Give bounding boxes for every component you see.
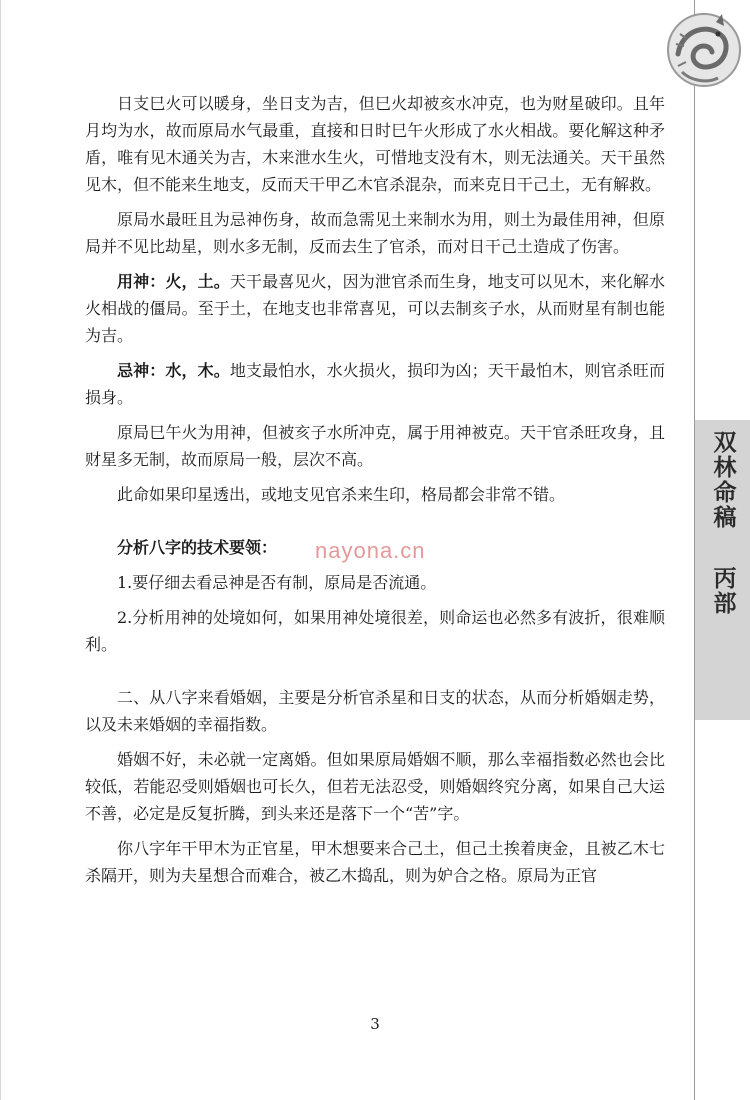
paragraph: 原局水最旺且为忌神伤身，故而急需见土来制水为用，则土为最佳用神，但原局并不见比劫星，则水多无制，反而去生了官杀，而对日干己土造成了伤害。 xyxy=(85,210,665,256)
spacer xyxy=(85,516,665,534)
paragraph-taboo-god xyxy=(85,357,665,411)
book-title: 双林命稿 xyxy=(709,430,736,530)
list-item: 1.要仔细去看忌神是否有制，原局是否流通。 xyxy=(117,573,437,592)
list-item: 2.分析用神的处境如何，如果用神处境很差，则命运也必然多有波折，很难顺利。 xyxy=(85,608,665,654)
paragraph: 此命如果印星透出，或地支见官杀来生印，格局都会非常不错。 xyxy=(117,485,566,504)
term-label: 用神：火，土。 xyxy=(117,272,230,291)
watermark: nayona.cn xyxy=(315,538,426,563)
term-label: 忌神：水，木。 xyxy=(117,361,230,380)
page-body xyxy=(85,90,665,897)
section-label: 丙部 xyxy=(709,566,736,616)
paragraph: 婚姻不好，未必就一定离婚。但如果原局婚姻不顺，那么幸福指数必然也会比较低，若能忍受则婚姻也可长久，但若无法忍受，则婚姻终究分离，如果自己大运不善，必定是反复折腾，到头来还是落下一个“苦”字。 xyxy=(85,750,665,823)
paragraph: 日支巳火可以暖身，坐日支为吉，但巳火却被亥水冲克，也为财星破印。且年月均为水，故而原局水气最重，直接和日时巳午火形成了水火相战。要化解这种矛盾，唯有见木通关为吉，木来泄水生火，可惜地支没有木，则无法通关。天干虽然见木，但不能来生地支，反而天干甲乙木官杀混杂，而来克日干己土，无有解救。 xyxy=(85,94,665,194)
paragraph-useful-god xyxy=(85,268,665,349)
section-heading: 分析八字的技术要领： xyxy=(117,538,278,557)
term-text: 天干最喜见火，因为泄官杀而生身，地支可以见木，来化解水火相战的僵局。至于土，在地支也非常喜见，可以去制亥子水，从而财星有制也能为吉。 xyxy=(85,272,665,345)
side-label xyxy=(695,430,750,710)
dragon-logo-icon xyxy=(656,0,748,96)
paragraph: 二、从八字来看婚姻，主要是分析官杀星和日支的状态，从而分析婚姻走势，以及未来婚姻的幸福指数。 xyxy=(85,688,665,734)
paragraph: 原局巳午火为用神，但被亥子水所冲克，属于用神被克。天干官杀旺攻身，且财星多无制，故而原局一般，层次不高。 xyxy=(85,423,665,469)
spacer xyxy=(85,666,665,684)
term-text: 地支最怕水，水火损火，损印为凶；天干最怕木，则官杀旺而损身。 xyxy=(85,361,665,407)
page-number: 3 xyxy=(370,1015,380,1033)
paragraph: 你八字年干甲木为正官星，甲木想要来合己土，但己土挨着庚金，且被乙木七杀隔开，则为夫星想合而难合，被乙木捣乱，则为妒合之格。原局为正官 xyxy=(85,839,665,885)
